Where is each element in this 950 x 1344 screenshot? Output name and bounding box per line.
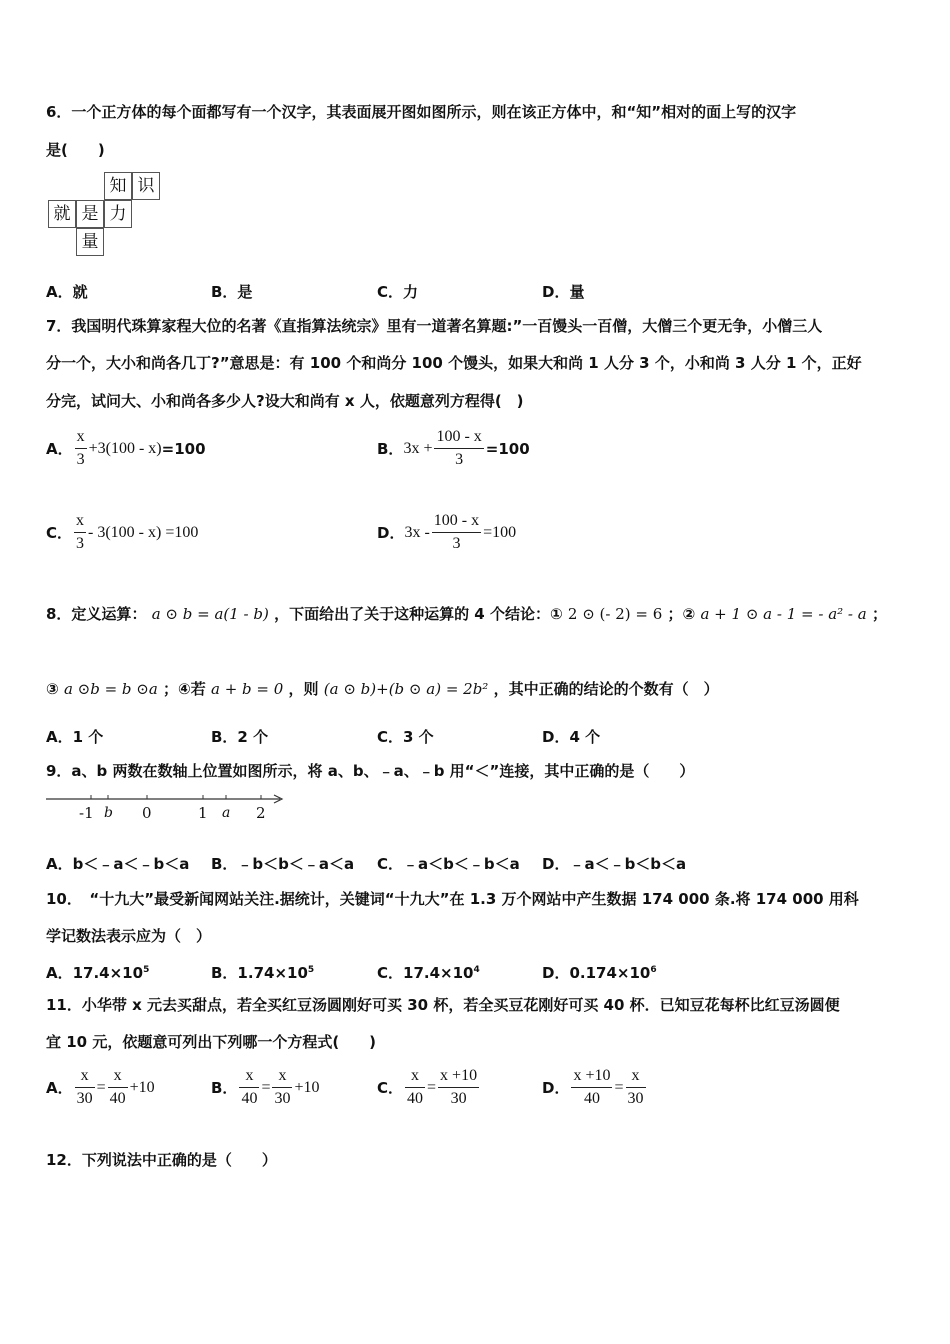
q11-a-num-1: x — [75, 1065, 95, 1088]
q10-b-exp: 5 — [307, 965, 315, 975]
net-cell-zhi: 知 — [104, 172, 132, 200]
q8-option-b: B．2 个 — [211, 728, 269, 746]
q7-d-den: 3 — [452, 535, 461, 552]
q10-option-a — [46, 960, 149, 983]
q11-d-num-2: x — [626, 1065, 646, 1088]
q11-c-eq: = — [427, 1078, 437, 1096]
q9-option-a: A．b＜﹣a＜﹣b＜a — [46, 855, 190, 873]
q7-b-den: 3 — [455, 451, 464, 468]
q6-option-c: C．力 — [377, 283, 419, 301]
net-cell-li: 力 — [104, 200, 132, 228]
q7-c-rest: - 3(100 - x) =100 — [88, 523, 199, 541]
q11-c-den-2: 30 — [450, 1090, 467, 1107]
q7-a-label: A． — [46, 440, 73, 458]
axis-label-2: 2 — [256, 804, 266, 822]
q7-c-label: C． — [46, 524, 73, 542]
net-cell-shi2: 是 — [76, 200, 104, 228]
q11-b-num-2: x — [272, 1065, 292, 1088]
q10-stem-line2: 学记数法表示应为（ ） — [46, 927, 212, 945]
q7-a-num: x — [75, 426, 87, 449]
q10-a-exp: 5 — [143, 965, 150, 975]
q7-stem-line2: 分一个，大小和尚各几丁?”意思是：有 100 个和尚分 100 个馒头，如果大和尚 1 人分 3 个，小和尚 3 人分 1 个，正好 — [46, 354, 862, 372]
q8-mid: ，下面给出了关于这种运算的 4 个结论：① — [274, 605, 563, 623]
net-cell-jiu: 就 — [48, 200, 76, 228]
q10-d-exp: 6 — [650, 965, 657, 975]
q7-c-num: x — [74, 510, 86, 533]
q8-conclusion-4-condition: a + b = 0 — [210, 680, 284, 698]
q11-option-a — [46, 1065, 155, 1110]
q11-stem-line1: 11．小华带 x 元去买甜点，若全买红豆汤圆刚好可买 30 杯，若全买豆花刚好可买 40 杯．已知豆花每杯比红豆汤圆便 — [46, 996, 840, 1014]
q7-stem-line1: 7．我国明代珠算家程大位的名著《直指算法统宗》里有一道著名算题:”一百馒头一百僧，大僧三个更无争，小僧三人 — [46, 317, 823, 335]
q10-c-exp: 4 — [473, 965, 480, 975]
q10-stem-line1: 10． “十九大”最受新闻网站关注.据统计，关键词“十九大”在 1.3 万个网站中产生数据 174 000 条.将 174 000 用科 — [46, 890, 859, 908]
q6-stem-line2: 是( ) — [46, 141, 105, 159]
q11-d-num-1: x +10 — [571, 1065, 612, 1088]
number-line-figure — [44, 793, 288, 829]
q11-d-den-1: 40 — [583, 1090, 600, 1107]
q7-a-fraction — [75, 426, 87, 471]
q11-a-eq: = — [96, 1078, 106, 1096]
q10-option-d — [542, 960, 657, 983]
net-cell-liang: 量 — [76, 228, 104, 256]
q12-stem-line1: 12．下列说法中正确的是（ ） — [46, 1151, 277, 1169]
q7-b-fraction — [434, 426, 483, 471]
q8-c3-pre: ③ — [46, 680, 59, 698]
q7-d-num: 100 - x — [432, 510, 481, 533]
q7-b-label: B． — [377, 440, 404, 458]
q11-option-d — [542, 1065, 648, 1110]
q10-b-base: B．1.74×10 — [211, 964, 308, 982]
q9-option-b: B．﹣b＜b＜﹣a＜a — [211, 855, 355, 873]
q11-d-eq: = — [614, 1078, 624, 1096]
q6-option-d: D．量 — [542, 283, 585, 301]
q7-option-c — [46, 510, 198, 555]
q11-b-den-1: 40 — [241, 1090, 258, 1107]
q8-conclusion-4: (a ⊙ b)+(b ⊙ a) = 2b² — [323, 680, 489, 698]
q8-conclusion-1: 2 ⊙ (- 2) = 6 — [567, 605, 663, 623]
axis-label-a: a — [222, 805, 231, 821]
q8-tail: ，其中正确的结论的个数有（ ） — [493, 680, 719, 698]
q11-d-fraction-2 — [626, 1065, 646, 1110]
q8-stem-line1 — [46, 604, 887, 624]
q8-option-c: C．3 个 — [377, 728, 434, 746]
q9-stem-line1: 9．a、b 两数在数轴上位置如图所示，将 a、b、﹣a、﹣b 用“＜”连接，其中正确的是（ ） — [46, 762, 695, 780]
q11-a-fraction-1 — [75, 1065, 95, 1110]
q11-c-label: C． — [377, 1079, 404, 1097]
q10-option-b — [211, 960, 314, 983]
axis-label-minus-1: -1 — [79, 804, 94, 822]
q8-pre: 8．定义运算： — [46, 605, 147, 623]
q11-option-c — [377, 1065, 481, 1110]
q7-d-label: D． — [377, 524, 405, 542]
q7-d-rest: =100 — [483, 523, 517, 541]
q7-stem-line3: 分完，试问大、小和尚各多少人?设大和尚有 x 人，依题意列方程得( ) — [46, 392, 524, 410]
q11-a-tail: +10 — [129, 1078, 155, 1096]
q11-c-den-1: 40 — [407, 1090, 424, 1107]
q8-option-a: A．1 个 — [46, 728, 104, 746]
q11-b-fraction-1 — [239, 1065, 259, 1110]
q11-d-fraction-1 — [571, 1065, 612, 1110]
q8-option-d: D．4 个 — [542, 728, 601, 746]
q11-d-label: D． — [542, 1079, 570, 1097]
q8-c4-mid: ，则 — [288, 680, 319, 698]
q11-b-tail: +10 — [294, 1078, 320, 1096]
q11-a-label: A． — [46, 1079, 73, 1097]
net-cell-shi: 识 — [132, 172, 160, 200]
q6-option-b: B．是 — [211, 283, 253, 301]
q8-definition: a ⊙ b = a(1 - b) — [151, 605, 269, 623]
q7-c-den: 3 — [76, 535, 85, 552]
q7-b-tail: =100 — [485, 439, 530, 458]
q8-stem-line2 — [46, 679, 719, 699]
q8-c4-pre: ；④若 — [163, 680, 206, 698]
q8-conclusion-3: a ⊙b = b ⊙a — [63, 680, 158, 698]
q7-option-b — [377, 426, 530, 471]
q7-d-pre: 3x - — [404, 523, 430, 541]
q11-a-den-2: 40 — [109, 1090, 126, 1107]
q11-stem-line2: 宜 10 元，依题意可列出下列哪一个方程式( ) — [46, 1033, 377, 1051]
q11-b-den-2: 30 — [274, 1090, 291, 1107]
q8-sep-2: ； — [871, 605, 887, 623]
q11-b-fraction-2 — [272, 1065, 292, 1110]
q7-d-fraction — [432, 510, 481, 555]
q7-b-num: 100 - x — [434, 426, 483, 449]
axis-label-b: b — [104, 805, 113, 821]
q11-b-num-1: x — [239, 1065, 259, 1088]
axis-label-0: 0 — [142, 804, 152, 822]
q8-conclusion-2: a + 1 ⊙ a - 1 = - a² - a — [700, 605, 867, 623]
q11-c-num-1: x — [405, 1065, 425, 1088]
q7-a-den: 3 — [76, 451, 85, 468]
q11-a-num-2: x — [108, 1065, 128, 1088]
q8-sep-1: ；② — [667, 605, 696, 623]
q10-option-c — [377, 960, 480, 983]
q7-b-pre: 3x + — [403, 439, 433, 457]
q11-b-label: B． — [211, 1079, 238, 1097]
q7-a-tail: =100 — [161, 439, 206, 458]
q11-option-b — [211, 1065, 320, 1110]
q9-option-d: D．﹣a＜﹣b＜b＜a — [542, 855, 687, 873]
q7-c-fraction — [74, 510, 86, 555]
q11-a-den-1: 30 — [76, 1090, 93, 1107]
q6-option-a: A．就 — [46, 283, 88, 301]
q6-stem-line1: 6．一个正方体的每个面都写有一个汉字，其表面展开图如图所示，则在该正方体中，和“知”相对的面上写的汉字 — [46, 103, 797, 121]
q7-a-rest: +3(100 - x) — [88, 439, 162, 457]
q11-a-fraction-2 — [108, 1065, 128, 1110]
q11-b-eq: = — [261, 1078, 271, 1096]
q7-option-d — [377, 510, 516, 555]
axis-label-1: 1 — [198, 804, 208, 822]
q11-d-den-2: 30 — [627, 1090, 644, 1107]
q11-c-fraction-1 — [405, 1065, 425, 1110]
q10-d-base: D．0.174×10 — [542, 964, 651, 982]
q7-option-a — [46, 426, 206, 471]
q10-a-base: A．17.4×10 — [46, 964, 144, 982]
q11-c-num-2: x +10 — [438, 1065, 479, 1088]
q11-c-fraction-2 — [438, 1065, 479, 1110]
q10-c-base: C．17.4×10 — [377, 964, 474, 982]
q9-option-c: C．﹣a＜b＜﹣b＜a — [377, 855, 520, 873]
